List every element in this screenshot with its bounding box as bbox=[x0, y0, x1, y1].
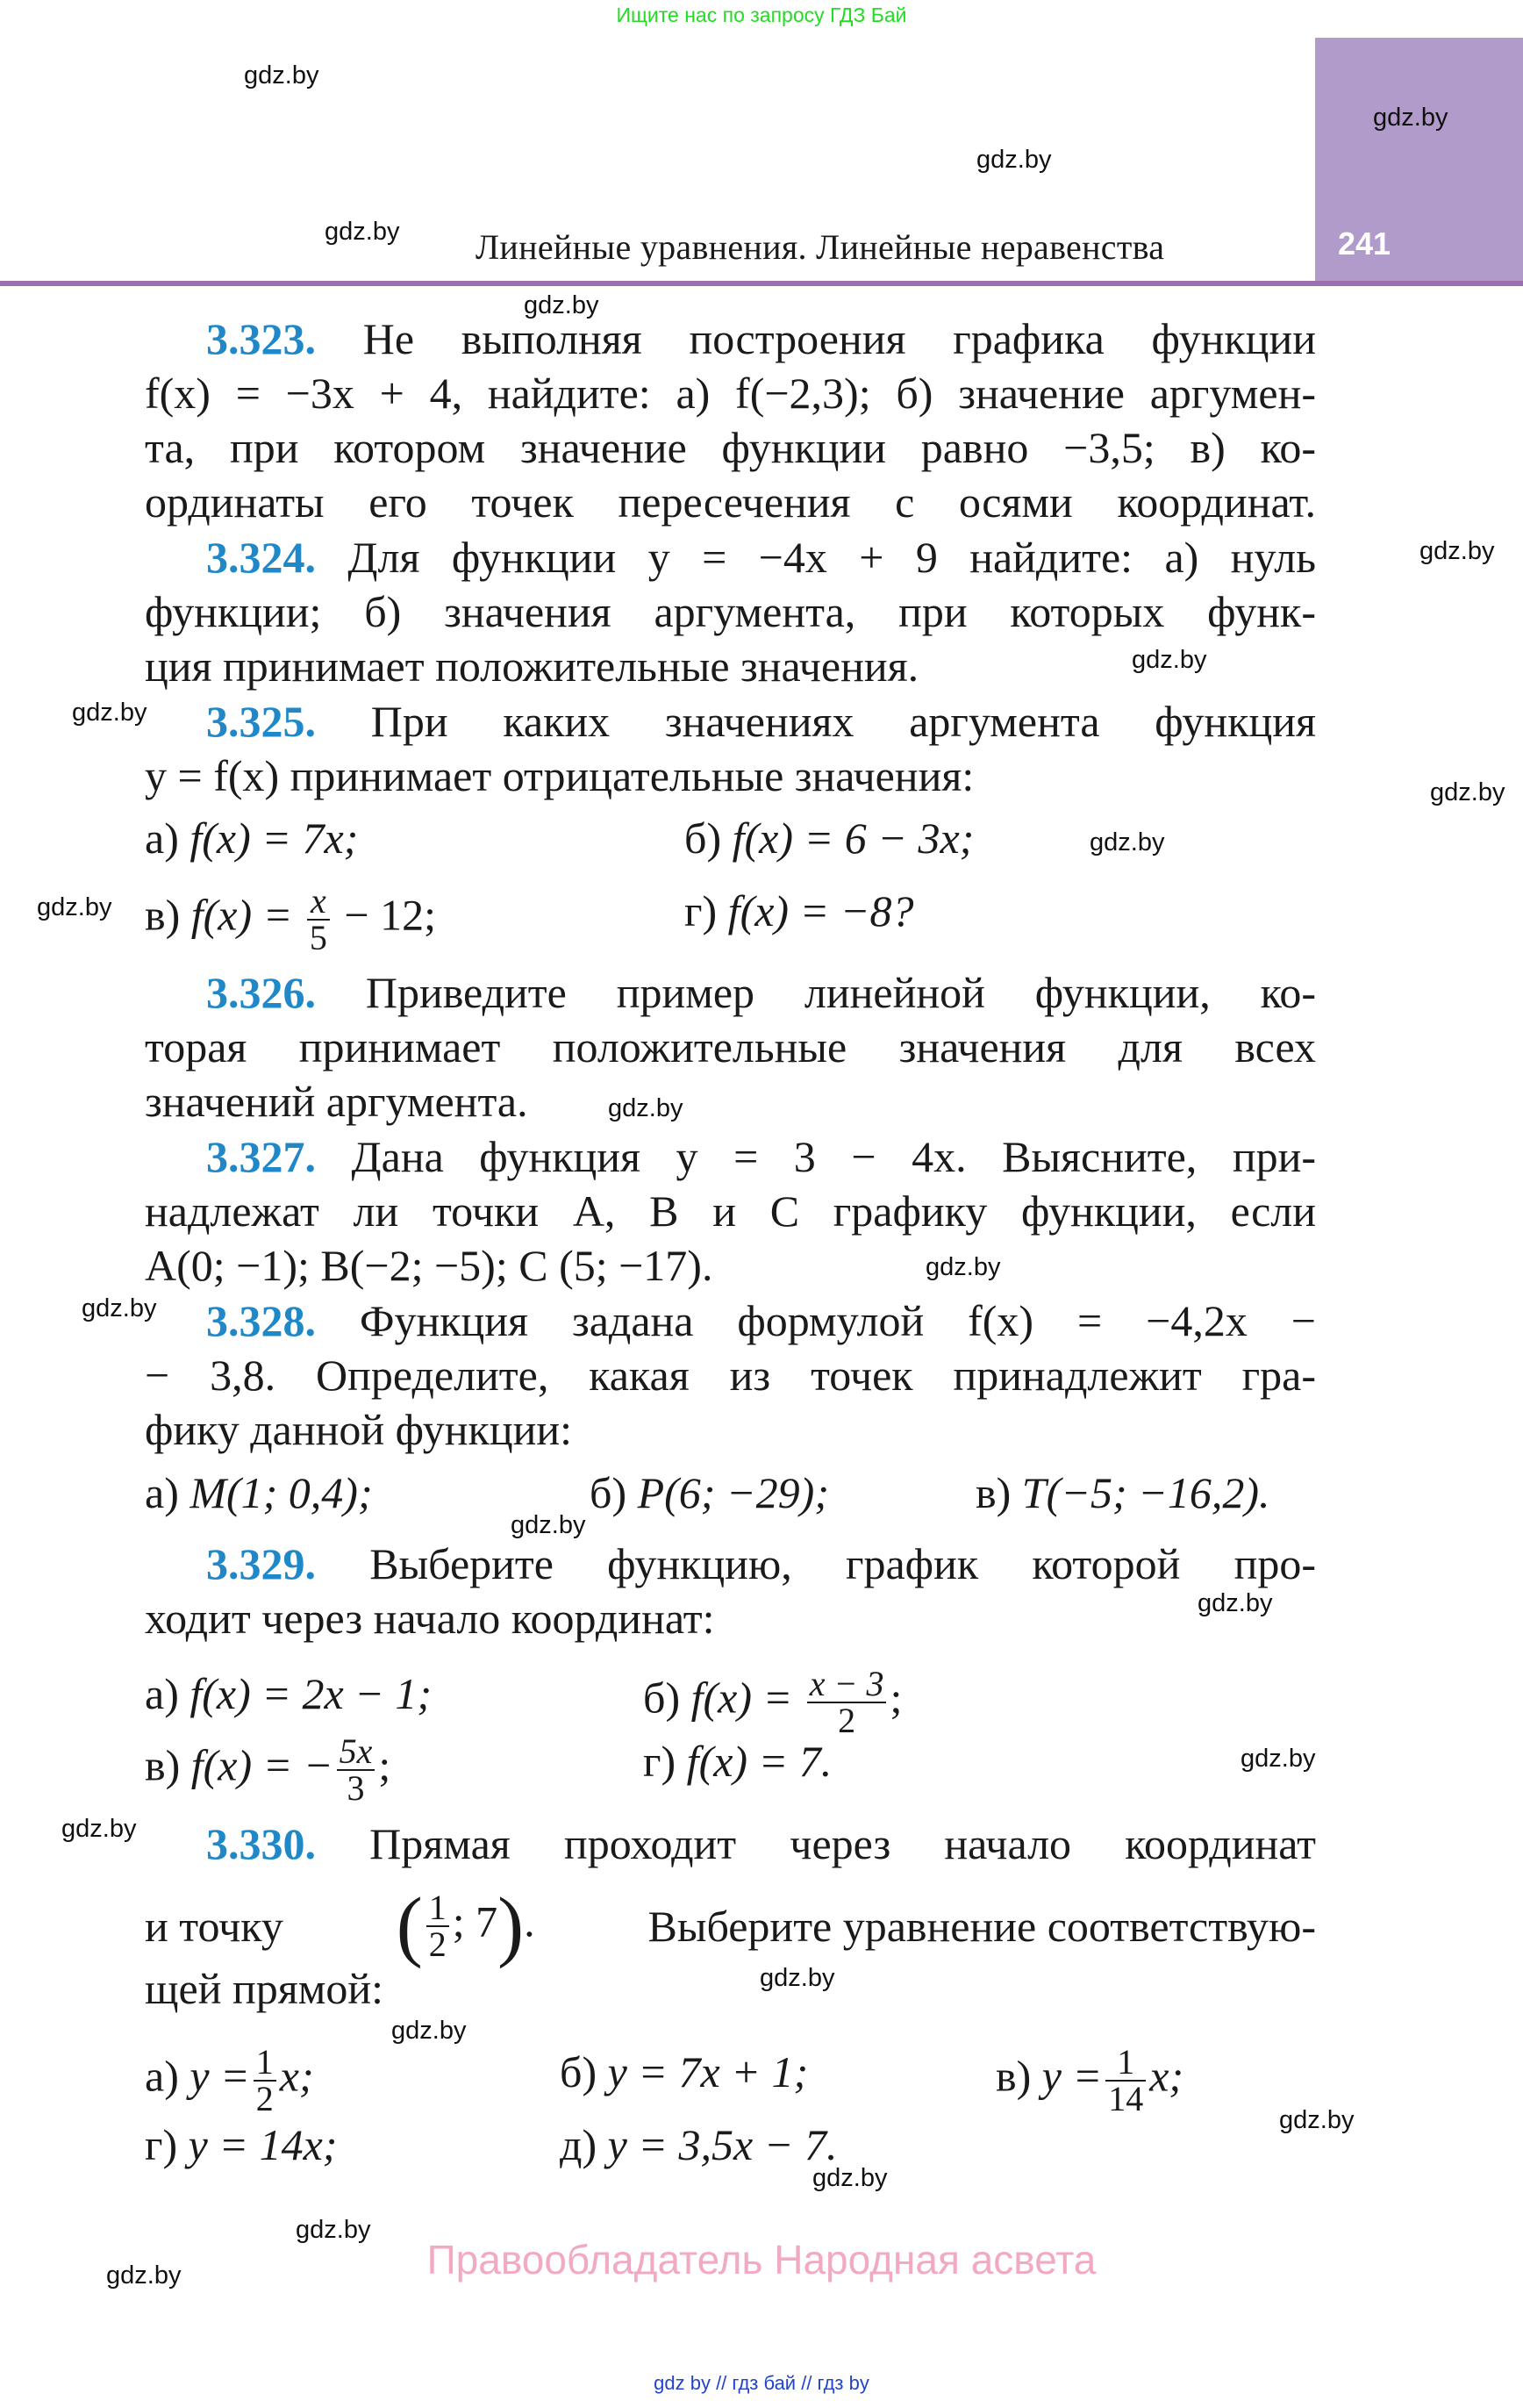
option-g: г) y = 14x; bbox=[145, 2120, 338, 2169]
watermark: gdz.by bbox=[608, 1094, 683, 1122]
watermark: gdz.by bbox=[37, 893, 112, 921]
option-b: б) y = 7x + 1; bbox=[560, 2047, 809, 2096]
problem-number: 3.323. bbox=[206, 314, 316, 363]
point-coordinates: ( $\frac{1}{2}$ ; 7). bbox=[396, 1882, 535, 1969]
option-b: б) f(x) = 6 − 3x; bbox=[684, 813, 975, 863]
problem-3-324-line-2: функции; б) значения аргумента, при которых функ- bbox=[145, 587, 1316, 636]
problem-3-328-line-2: − 3,8. Определите, какая из точек принадлежит гра- bbox=[145, 1351, 1316, 1400]
header-rule bbox=[0, 281, 1523, 286]
problem-number: 3.327. bbox=[206, 1132, 316, 1181]
fraction: $\frac{x - 3}{2}$ bbox=[807, 1666, 887, 1738]
watermark: gdz.by bbox=[391, 2017, 467, 2045]
page-number: 241 bbox=[1338, 226, 1391, 262]
problem-3-328-line-3: фику данной функции: bbox=[145, 1405, 573, 1454]
problem-3-330-line-1: 3.330. Прямая проходит через начало координат bbox=[206, 1819, 1317, 1868]
problem-3-323-line-2: f(x) = −3x + 4, найдите: а) f(−2,3); б) значение аргумен- bbox=[145, 369, 1316, 418]
option-b: б) f(x) = $\frac{x - 3}{2}$ ; bbox=[643, 1664, 903, 1740]
problem-3-326-line-2: торая принимает положительные значения для всех bbox=[145, 1022, 1316, 1071]
watermark: gdz.by bbox=[325, 218, 400, 246]
option-v: в) f(x) = $\frac{x}{5}$ − 12; bbox=[145, 881, 436, 957]
option-g: г) f(x) = 7. bbox=[643, 1737, 833, 1786]
watermark: gdz.by bbox=[296, 2216, 371, 2244]
option-v: в) T(−5; −16,2). bbox=[976, 1468, 1270, 1517]
problem-3-327-line-2: надлежат ли точки A, B и C графику функции, если bbox=[145, 1186, 1316, 1236]
problem-number: 3.324. bbox=[206, 533, 316, 582]
problem-number: 3.328. bbox=[206, 1296, 316, 1345]
fraction: $\frac{1}{14}$ bbox=[1105, 2045, 1146, 2117]
problem-3-323-line-4: ординаты его точек пересечения с осями координат. bbox=[145, 477, 1316, 527]
problem-number: 3.329. bbox=[206, 1539, 316, 1588]
watermark: gdz.by bbox=[1241, 1745, 1316, 1773]
fraction: $\frac{5x}{3}$ bbox=[337, 1734, 375, 1806]
watermark: gdz.by bbox=[812, 2164, 888, 2192]
option-v: в) y = $\frac{1}{14}$ x; bbox=[996, 2042, 1184, 2118]
watermark: gdz.by bbox=[82, 1294, 157, 1322]
copyright-notice: Правообладатель Народная асвета bbox=[426, 2237, 1097, 2283]
problem-3-325-line-1: 3.325. При каких значениях аргумента функция bbox=[206, 697, 1316, 746]
problem-3-329-line-1: 3.329. Выберите функцию, график которой про- bbox=[206, 1539, 1317, 1588]
problem-3-323-line-3: та, при котором значение функции равно −3,5; в) ко- bbox=[145, 423, 1316, 472]
watermark: gdz.by bbox=[1198, 1589, 1273, 1617]
option-b: б) P(6; −29); bbox=[590, 1468, 829, 1517]
problem-3-328-line-1: 3.328. Функция задана формулой f(x) = −4,2x − bbox=[206, 1296, 1316, 1345]
watermark: gdz.by bbox=[1132, 646, 1207, 674]
watermark: gdz.by bbox=[1279, 2106, 1355, 2134]
watermark: gdz.by bbox=[1430, 778, 1505, 806]
option-a: а) f(x) = 2x − 1; bbox=[145, 1669, 433, 1718]
problem-3-326-line-1: 3.326. Приведите пример линейной функции, ко- bbox=[206, 968, 1316, 1017]
problem-3-330-line-3: щей прямой: bbox=[145, 1964, 383, 2013]
option-g: г) f(x) = −8? bbox=[684, 886, 914, 935]
problem-3-323-line-1: 3.323. Не выполняя построения графика функции bbox=[206, 314, 1316, 363]
problem-3-326-line-3: значений аргумента. bbox=[145, 1077, 528, 1126]
option-v: в) f(x) = − $\frac{5x}{3}$ ; bbox=[145, 1731, 391, 1808]
fraction: $\frac{1}{2}$ bbox=[254, 2045, 276, 2117]
watermark: gdz.by bbox=[976, 146, 1052, 174]
watermark: gdz.by bbox=[1090, 828, 1165, 856]
problem-3-325-line-2: y = f(x) принимает отрицательные значения: bbox=[145, 751, 975, 800]
problem-number: 3.326. bbox=[206, 968, 316, 1017]
problem-3-327-line-1: 3.327. Дана функция y = 3 − 4x. Выясните, при- bbox=[206, 1132, 1316, 1181]
watermark: gdz.by bbox=[72, 699, 147, 727]
footer-links[interactable]: gdz by // гдз бай // гдз by bbox=[654, 2372, 869, 2394]
watermark: gdz.by bbox=[106, 2261, 182, 2290]
option-a: а) f(x) = 7x; bbox=[145, 813, 359, 863]
search-hint-banner: Ищите нас по запросу ГДЗ Бай bbox=[616, 4, 907, 26]
option-a: а) y = $\frac{1}{2}$ x; bbox=[145, 2042, 314, 2118]
running-title: Линейные уравнения. Линейные неравенства bbox=[475, 227, 1165, 267]
watermark: gdz.by bbox=[244, 61, 319, 90]
watermark: gdz.by bbox=[511, 1511, 586, 1539]
problem-number: 3.330. bbox=[206, 1819, 316, 1868]
watermark: gdz.by bbox=[1419, 537, 1495, 565]
problem-number: 3.325. bbox=[206, 697, 316, 746]
watermark: gdz.by bbox=[61, 1815, 137, 1843]
problem-3-329-line-2: ходит через начало координат: bbox=[145, 1594, 715, 1643]
problem-3-324-line-1: 3.324. Для функции y = −4x + 9 найдите: а) нуль bbox=[206, 533, 1317, 582]
option-d: д) y = 3,5x − 7. bbox=[560, 2120, 838, 2169]
fraction: $\frac{x}{5}$ bbox=[307, 884, 330, 956]
watermark: gdz.by bbox=[1373, 104, 1448, 132]
problem-3-327-line-3: A(0; −1); B(−2; −5); C (5; −17). bbox=[145, 1241, 713, 1290]
watermark: gdz.by bbox=[524, 291, 599, 319]
option-a: а) M(1; 0,4); bbox=[145, 1468, 373, 1517]
problem-3-324-line-3: ция принимает положительные значения. bbox=[145, 641, 919, 691]
watermark: gdz.by bbox=[760, 1964, 835, 1992]
problem-3-330-line-2: и точку ( $\frac{1}{2}$ ; 7). Выберите уравнение соответствую- bbox=[145, 1882, 1316, 1969]
watermark: gdz.by bbox=[926, 1253, 1001, 1281]
